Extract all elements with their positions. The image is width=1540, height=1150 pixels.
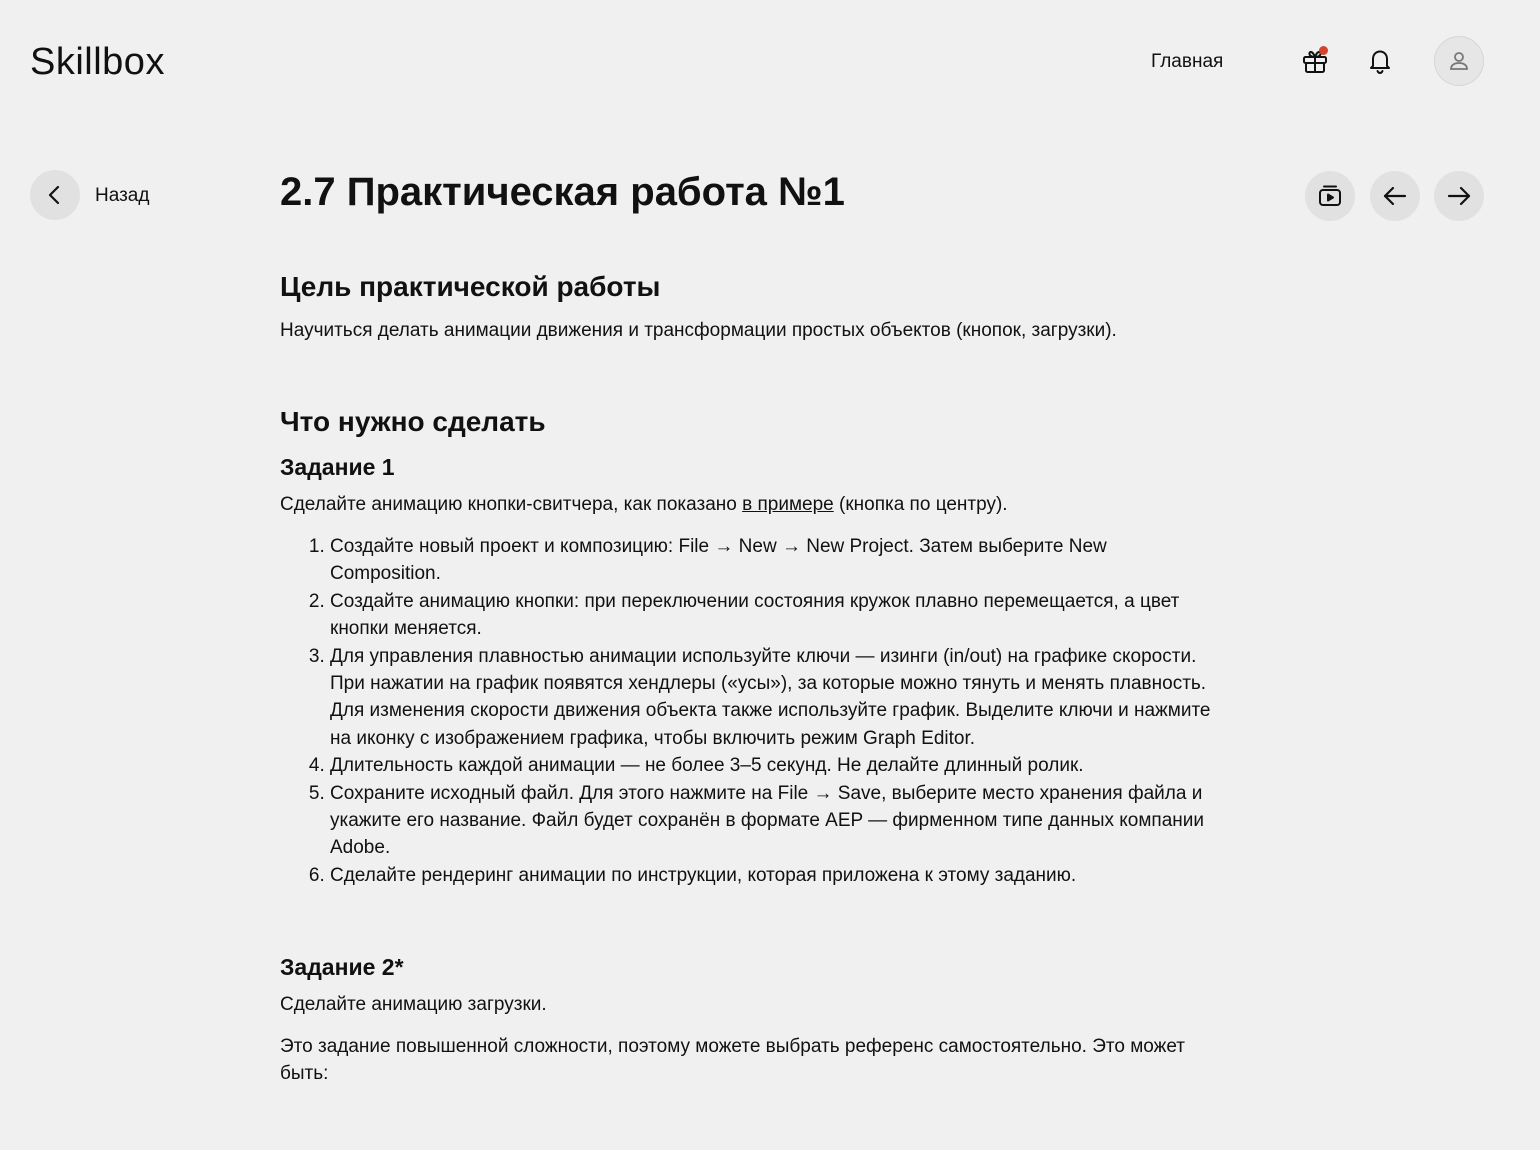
task2-description: Сделайте анимацию загрузки. <box>280 994 547 1016</box>
task1-desc-after: (кнопка по центру). <box>833 494 1008 515</box>
gift-icon[interactable] <box>1300 46 1330 76</box>
goal-text: Научиться делать анимации движения и трансформации простых объектов (кнопок, загрузки). <box>280 320 1117 341</box>
video-button[interactable] <box>1305 171 1355 221</box>
notification-dot <box>1319 46 1328 55</box>
back-label[interactable]: Назад <box>95 185 150 206</box>
list-item: 4. Длительность каждой анимации — не более 3–5 секунд. Не делайте длинный ролик. <box>330 752 1220 779</box>
prev-lesson-button[interactable] <box>1370 171 1420 221</box>
nav-home-link[interactable]: Главная <box>1151 51 1224 72</box>
user-icon <box>1447 49 1471 73</box>
task2-heading: Задание 2* <box>280 954 404 981</box>
list-item: 2. Создайте анимацию кнопки: при переключении состояния кружок плавно перемещается, а цвет кнопки меняется. <box>330 588 1220 643</box>
page-title: 2.7 Практическая работа №1 <box>280 170 845 214</box>
next-lesson-button[interactable] <box>1434 171 1484 221</box>
user-avatar-button[interactable] <box>1434 36 1484 86</box>
task2-note: Это задание повышенной сложности, поэтому можете выбрать референс самостоятельно. Это может быть: <box>280 1036 1185 1085</box>
task1-heading: Задание 1 <box>280 454 395 480</box>
bell-icon[interactable] <box>1365 46 1395 76</box>
list-item: 3. Для управления плавностью анимации используйте ключи — изинги (in/out) на графике скорости. При нажатии на график появятся хендлеры («усы»), за которые можно тянуть и менять плавность. Для изменения скорости движения объекта также используйте график. Выделите ключи и нажмите на иконку с изображением графика, чтобы включить режим Graph Editor. <box>330 643 1220 753</box>
back-button[interactable] <box>30 170 80 220</box>
video-icon <box>1316 182 1344 210</box>
lesson-content <box>280 268 1220 1087</box>
arrow-left-icon <box>1381 182 1409 210</box>
goal-heading: Цель практической работы <box>280 271 661 302</box>
list-item: 6. Сделайте рендеринг анимации по инструкции, которая приложена к этому заданию. <box>330 862 1220 889</box>
task1-steps <box>280 533 1220 889</box>
arrow-right-icon <box>1445 182 1473 210</box>
todo-heading: Что нужно сделать <box>280 406 546 437</box>
task1-description <box>280 491 1220 518</box>
example-link[interactable]: в примере <box>742 494 834 515</box>
task1-desc-before: Сделайте анимацию кнопки-свитчера, как показано <box>280 494 743 515</box>
logo[interactable]: Skillbox <box>30 41 165 83</box>
list-item: 1. Создайте новый проект и композицию: File → New → New Project. Затем выберите New Composition. <box>330 533 1220 588</box>
chevron-left-icon <box>44 184 66 206</box>
list-item: 5. Сохраните исходный файл. Для этого нажмите на File → Save, выберите место хранения файла и укажите его название. Файл будет сохранён в формате AEP — фирменном типе данных компании Adobe. <box>330 780 1220 862</box>
